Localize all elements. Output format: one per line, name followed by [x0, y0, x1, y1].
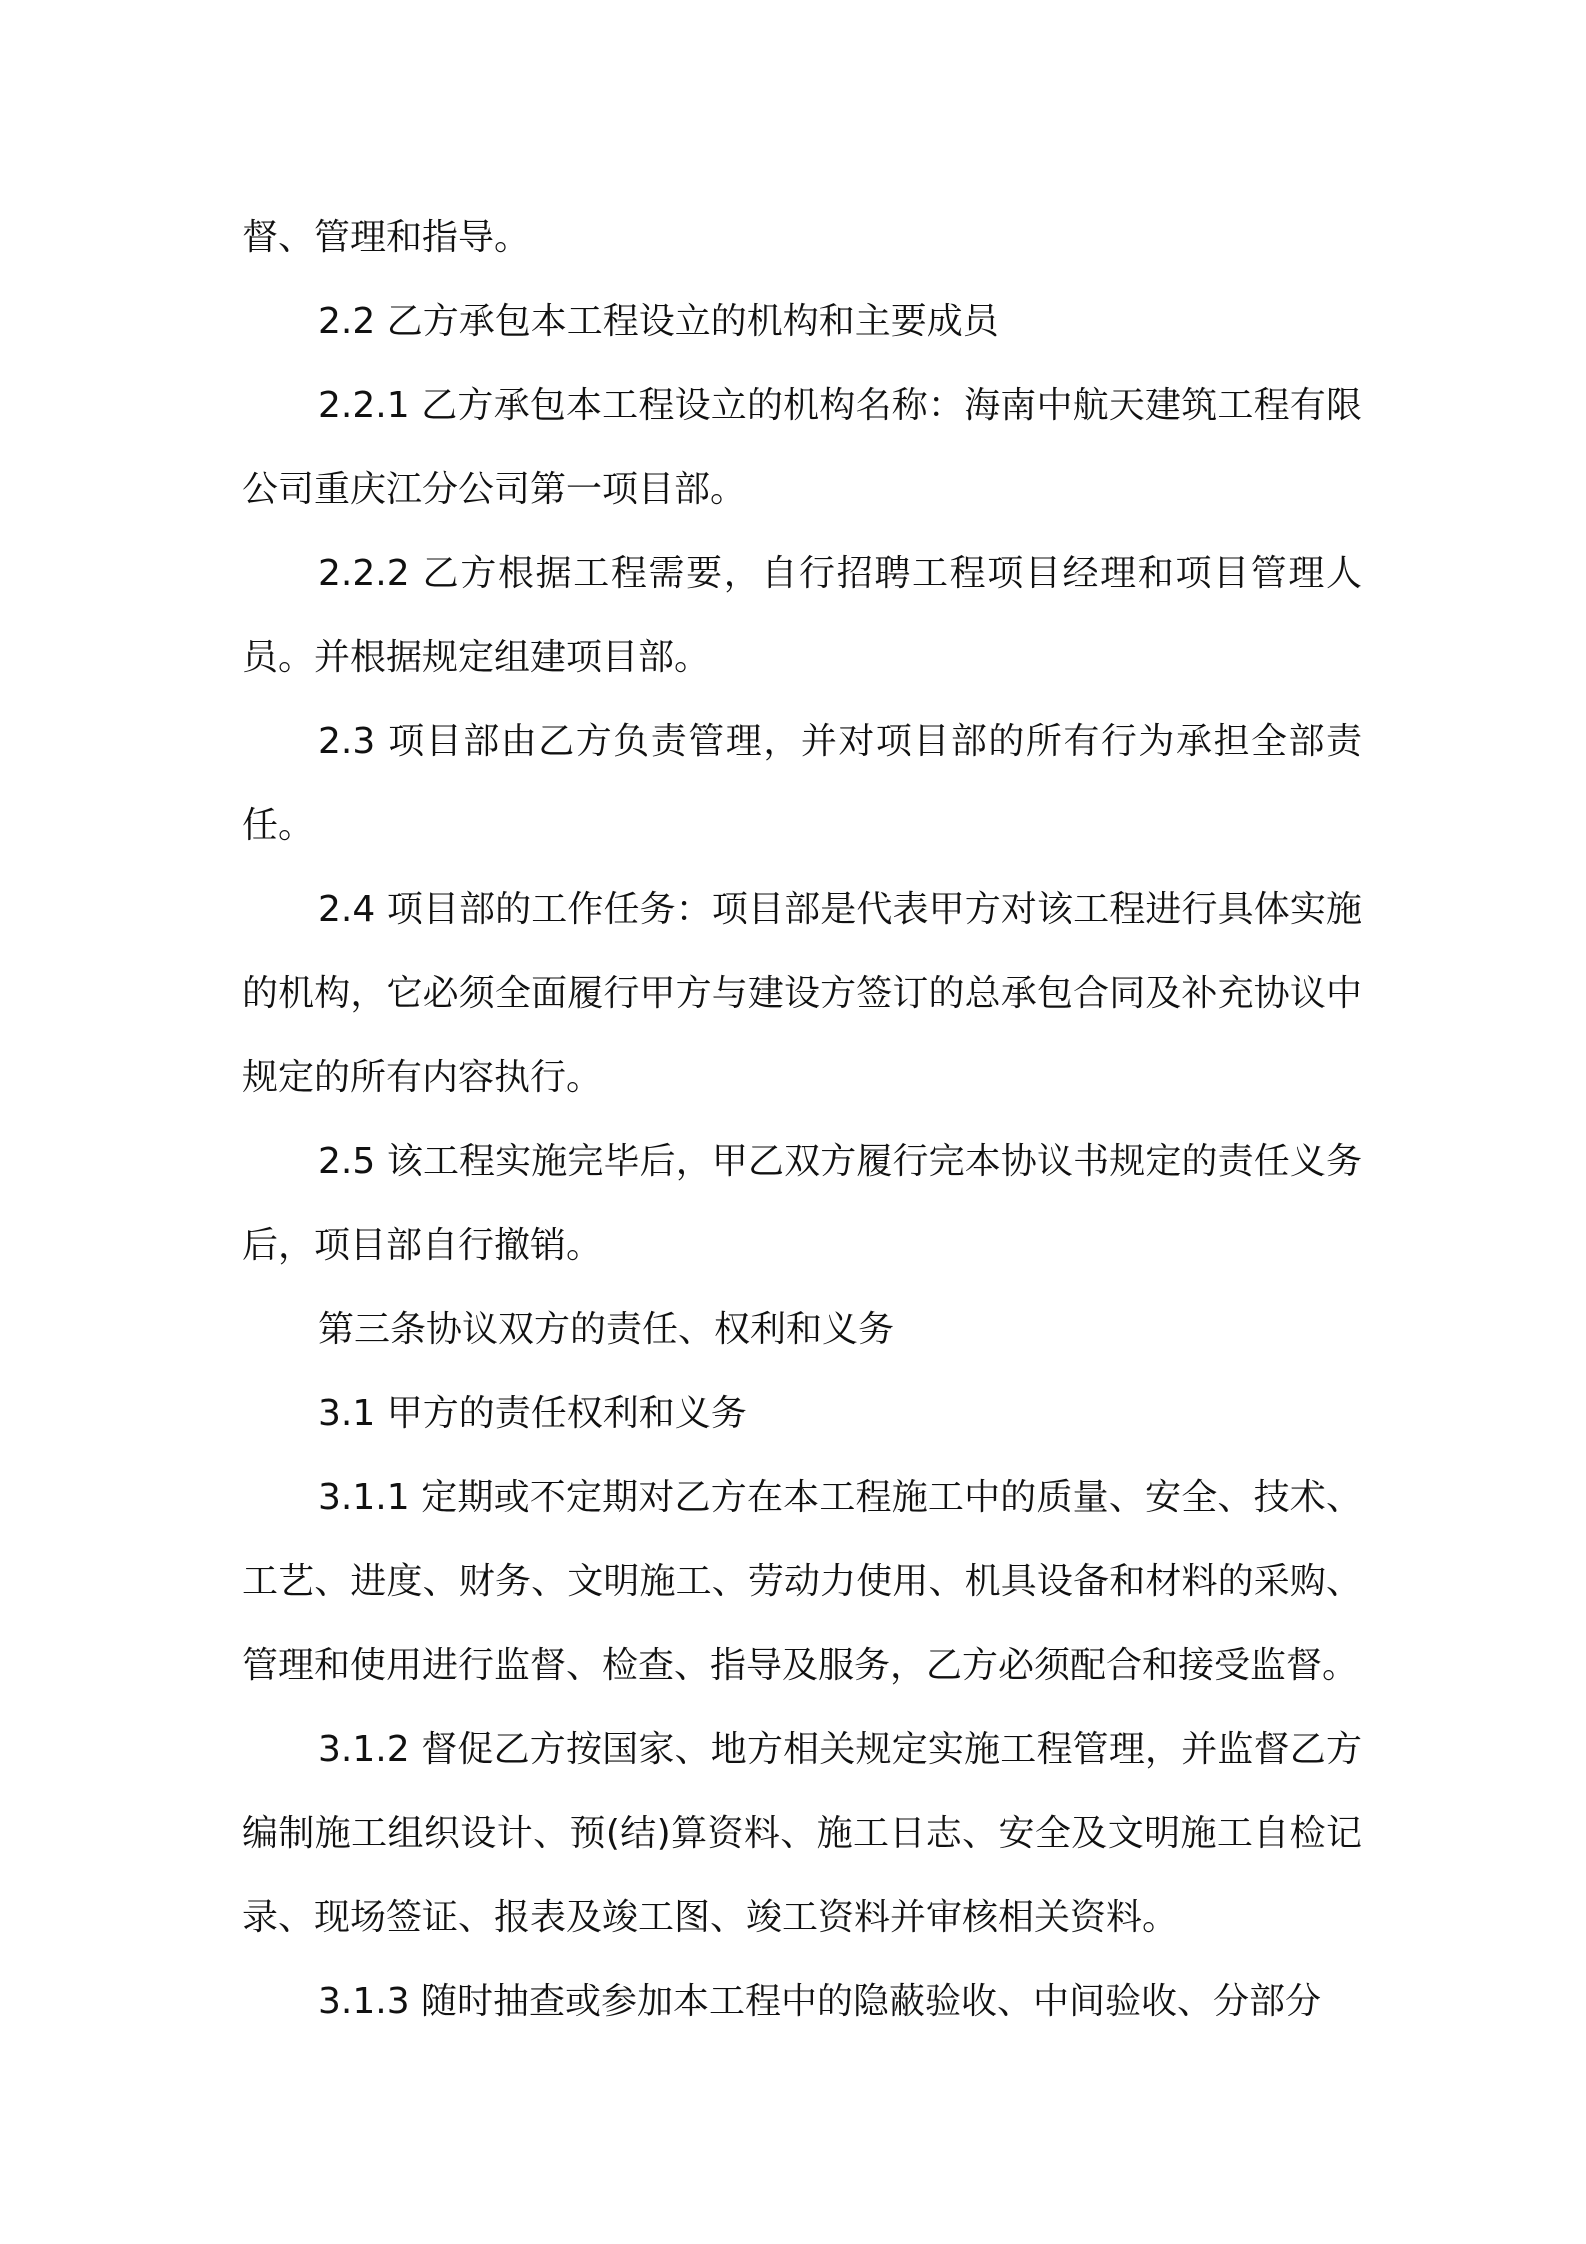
paragraph-3-1-2: 3.1.2 督促乙方按国家、地方相关规定实施工程管理，并监督乙方编制施工组织设计、预(结)算资料、施工日志、安全及文明施工自检记录、现场签证、报表及竣工图、竣工资料并审核相关资料。	[242, 1729, 1362, 1938]
paragraph-2-4: 2.4 项目部的工作任务：项目部是代表甲方对该工程进行具体实施的机构，它必须全面履行甲方与建设方签订的总承包合同及补充协议中规定的所有内容执行。	[242, 889, 1362, 1098]
paragraph-2-2-1: 2.2.1 乙方承包本工程设立的机构名称：海南中航天建筑工程有限公司重庆江分公司第一项目部。	[242, 385, 1362, 510]
paragraph-2-3: 2.3 项目部由乙方负责管理，并对项目部的所有行为承担全部责任。	[242, 721, 1362, 846]
paragraph-3-1-1: 3.1.1 定期或不定期对乙方在本工程施工中的质量、安全、技术、工艺、进度、财务、文明施工、劳动力使用、机具设备和材料的采购、管理和使用进行监督、检查、指导及服务，乙方必须配合和接受监督。	[242, 1477, 1362, 1686]
document-body	[242, 196, 1362, 2044]
paragraph-2-5: 2.5 该工程实施完毕后，甲乙双方履行完本协议书规定的责任义务后，项目部自行撤销。	[242, 1141, 1362, 1266]
paragraph-continuation: 督、管理和指导。	[242, 217, 531, 258]
paragraph-3-1-3: 3.1.3 随时抽查或参加本工程中的隐蔽验收、中间验收、分部分	[318, 1981, 1322, 2022]
paragraph-3-1: 3.1 甲方的责任权利和义务	[318, 1393, 747, 1434]
paragraph-2-2-2: 2.2.2 乙方根据工程需要，自行招聘工程项目经理和项目管理人员。并根据规定组建项目部。	[242, 553, 1362, 678]
paragraph-2-2: 2.2 乙方承包本工程设立的机构和主要成员	[318, 301, 999, 342]
paragraph-article-3-heading: 第三条协议双方的责任、权利和义务	[318, 1309, 895, 1350]
